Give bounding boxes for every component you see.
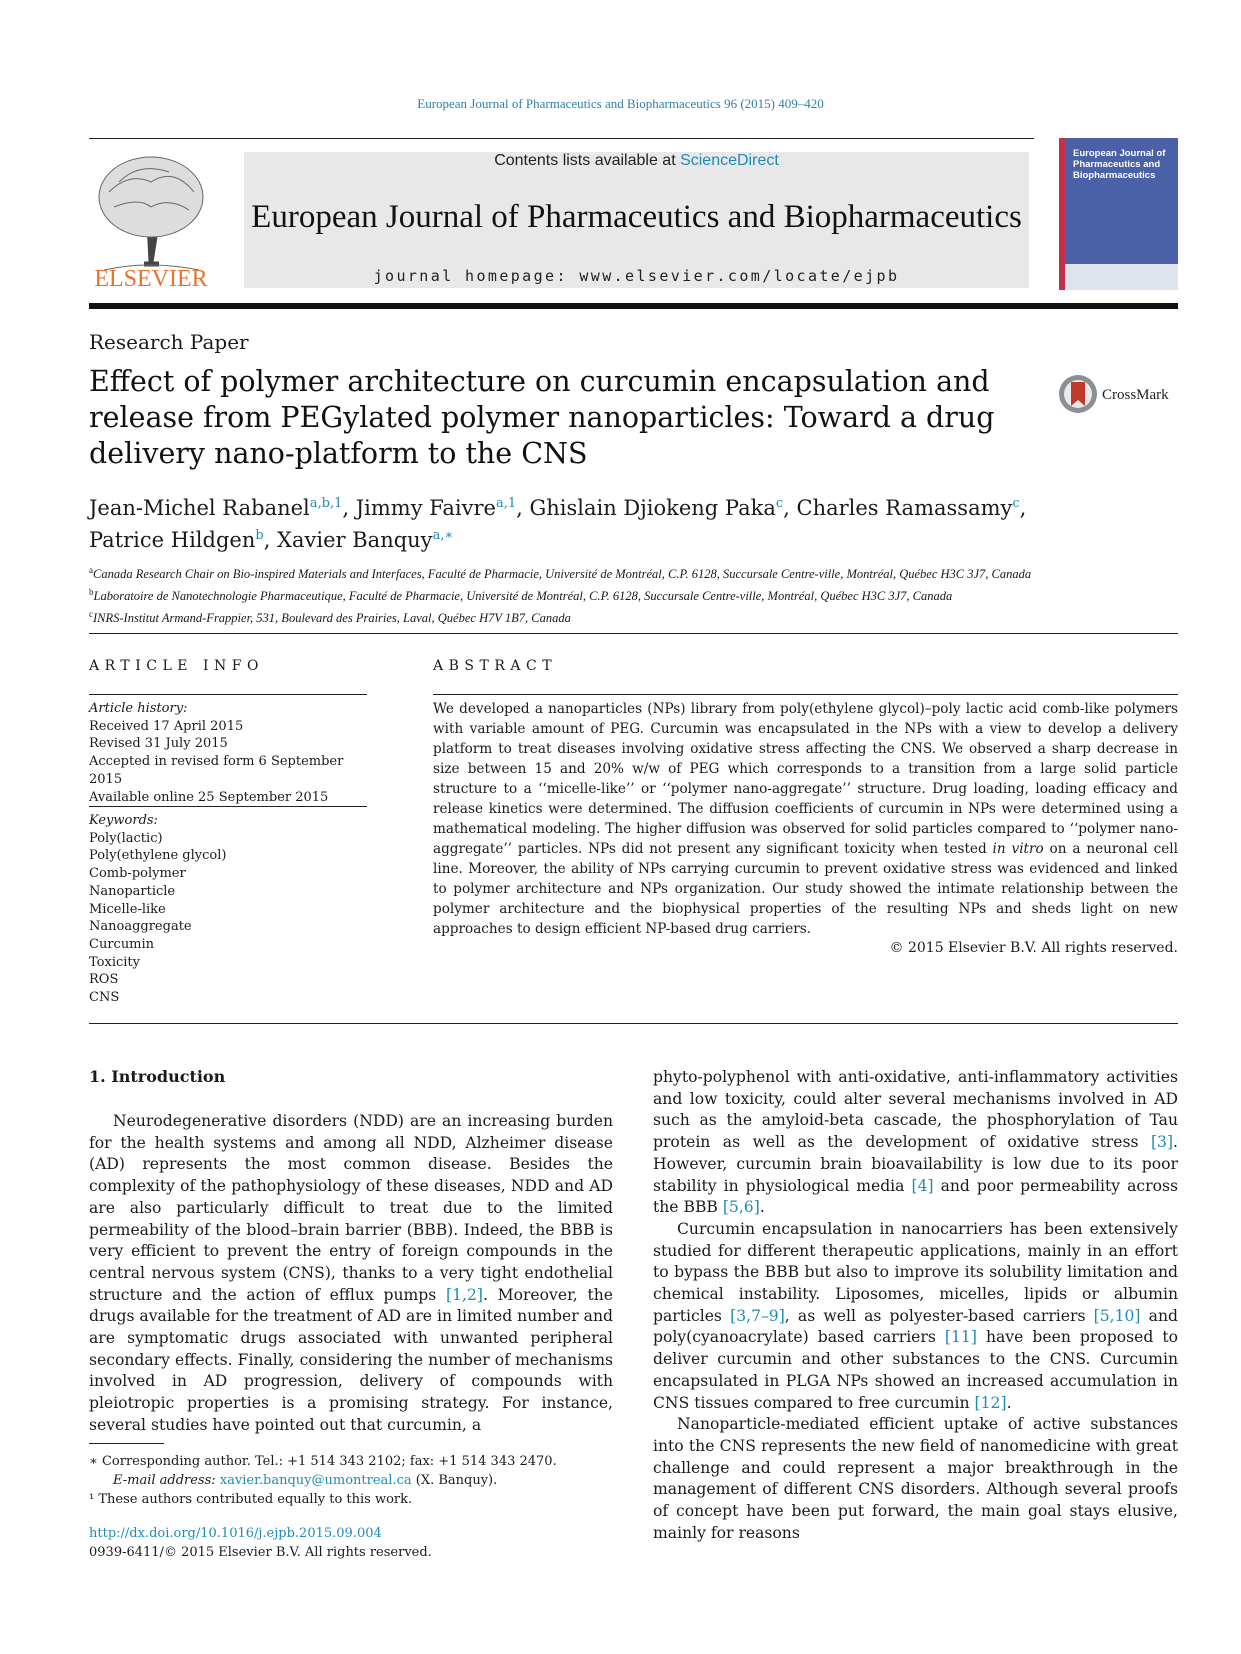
abstract-heading: ABSTRACT — [433, 658, 558, 674]
contents-line: Contents lists available at ScienceDirect — [494, 152, 779, 169]
doi-block — [89, 1524, 432, 1562]
abstract-copyright: © 2015 Elsevier B.V. All rights reserved. — [889, 940, 1178, 956]
info-rule — [89, 806, 367, 807]
keyword: CNS — [89, 990, 120, 1006]
article-history: Article history: Received 17 April 2015 Revised 31 July 2015 Accepted in revised form 6 September 2015 Available online 25 September 2015 — [89, 701, 344, 805]
sciencedirect-link[interactable]: ScienceDirect — [680, 152, 779, 169]
journal-title: European Journal of Pharmaceutics and Biopharmaceutics — [251, 199, 1022, 235]
journal-cover-thumbnail[interactable] — [1059, 138, 1178, 290]
article-info-heading: ARTICLE INFO — [89, 658, 264, 674]
abstract-bottom-rule — [89, 1023, 1178, 1024]
journal-masthead — [244, 152, 1029, 288]
author-list: Jean-Michel Rabanel$^{a,b,1}$, Jimmy Faivre$^{a,1}$, Ghislain Djiokeng Paka$^c$, Charles Ramassamy$^c$, Patrice Hildgen$^b$, Xavier Banquy$^{a,∗}$ — [89, 496, 1027, 552]
article-type: Research Paper — [89, 330, 249, 354]
author[interactable]: Ghislain Djiokeng Paka$^c$ — [529, 496, 784, 520]
affiliation-a: $^a$Canada Research Chair on Bio-inspired Materials and Interfaces, Faculté de Pharmacie, Université de Montréal, C.P. 6128, Succursale Centre-ville, Montréal, Québec H3C 3J7, Canada — [89, 565, 1032, 582]
affiliation-c: $^c$INRS-Institut Armand-Frappier, 531, Boulevard des Prairies, Laval, Québec H7V 1B7, Canada — [89, 609, 571, 626]
author[interactable]: Charles Ramassamy$^c$ — [796, 496, 1020, 520]
equal-contribution-note: ¹ These authors contributed equally to this work. — [89, 1492, 413, 1507]
author[interactable]: Xavier Banquy$^{a,∗}$ — [277, 528, 454, 552]
affiliation-b: $^b$Laboratoire de Nanotechnologie Pharmaceutique, Faculté de Pharmacie, Université de Montréal, C.P. 6128, Succursale Centre-ville, Montréal, Québec H3C 3J7, Canada — [89, 587, 953, 604]
keyword: Toxicity — [89, 954, 140, 970]
doi-link[interactable]: http://dx.doi.org/10.1016/j.ejpb.2015.09.004 — [89, 1526, 382, 1541]
keyword: Poly(lactic) — [89, 830, 163, 846]
journal-citation[interactable]: European Journal of Pharmaceutics and Biopharmaceutics 96 (2015) 409–420 — [417, 96, 824, 111]
keyword: Micelle-like — [89, 901, 166, 917]
cover-footer — [1065, 264, 1178, 290]
intro-left-column: Neurodegenerative disorders (NDD) are an increasing burden for the health systems and among all NDD, Alzheimer disease (AD) represents the most common disease. Besides the complexity of the pathophysiology of these diseases, NDD and AD are also particularly difficult to treat due to the limited permeability of the blood–brain barrier (BBB). Indeed, the BBB is very efficient to prevent the entry of foreign compounds in the central nervous system (CNS), thanks to a very tight endothelial structure and the action of efflux pumps [1,2]. Moreover, the drugs available for the treatment of AD are in limited number and are symptomatic drugs associated with unwanted peripheral secondary effects. Finally, considering the number of mechanisms involved in AD progression, delivery of compounds with pleiotropic properties is a promising strategy. For instance, several studies have pointed out that curcumin, a — [89, 1112, 613, 1434]
abstract-text: We developed a nanoparticles (NPs) library from poly(ethylene glycol)–poly lactic acid comb-like polymers with variable amount of PEG. Curcumin was encapsulated in the NPs with a view to develop a delivery platform to treat diseases involving oxidative stress affecting the CNS. We observed a sharp decrease in size between 15 and 20% w/w of PEG which corresponds to a transition from a large solid particle structure to a ‘‘micelle-like’’ or ‘‘polymer nano-aggregate’’ structure. Drug loading, loading efficacy and release kinetics were determined. The diffusion coefficients of curcumin in NPs were determined using a mathematical modeling. The higher diffusion was observed for solid particles compared to ‘‘polymer nano-aggregate’’ particles. NPs did not present any significant toxicity when tested in vitro on a neuronal cell line. Moreover, the ability of NPs carrying curcumin to prevent oxidative stress was evidenced and linked to polymer architecture and NPs organization. Our study showed the intimate relationship between the polymer architecture and the biophysical properties of the resulting NPs and sheds light on new approaches to design efficient NP-based drug carriers. — [433, 701, 1178, 937]
reference-link[interactable]: [5,10] — [1093, 1306, 1141, 1325]
reference-link[interactable]: [3,7–9] — [730, 1306, 785, 1325]
abstract-rule — [433, 694, 1178, 695]
info-top-rule — [89, 633, 1178, 634]
reference-link[interactable]: [12] — [974, 1393, 1007, 1412]
keyword: Curcumin — [89, 936, 155, 952]
author[interactable]: Jean-Michel Rabanel$^{a,b,1}$ — [89, 496, 343, 520]
reference-link[interactable]: [11] — [944, 1328, 977, 1347]
keyword: Nanoparticle — [89, 883, 176, 899]
cover-title: European Journal of Pharmaceutics and Biopharmaceutics — [1073, 148, 1166, 181]
author[interactable]: Patrice Hildgen$^b$ — [89, 528, 264, 552]
affiliations — [89, 561, 1199, 627]
keyword: Nanoaggregate — [89, 919, 192, 935]
keyword: Comb-polymer — [89, 866, 186, 882]
section-heading: 1. Introduction — [89, 1067, 226, 1086]
corresponding-author-note: ∗ Corresponding author. Tel.: +1 514 343 2102; fax: +1 514 343 2470. — [89, 1454, 557, 1469]
journal-homepage[interactable]: journal homepage: www.elsevier.com/locate/ejpb — [373, 267, 900, 285]
masthead-thick-rule — [89, 303, 1178, 309]
elsevier-wordmark: ELSEVIER — [94, 266, 208, 290]
footnote-rule — [89, 1443, 164, 1444]
crossmark-badge[interactable] — [1058, 372, 1188, 416]
author[interactable]: Jimmy Faivre$^{a,1}$ — [355, 496, 517, 520]
header-rule — [89, 138, 1034, 139]
crossmark-label: CrossMark — [1102, 387, 1169, 403]
reference-link[interactable]: [3] — [1150, 1133, 1174, 1152]
article-title: Effect of polymer architecture on curcumin encapsulation and release from PEGylated polymer nanoparticles: Toward a drug delivery nano-platform to the CNS — [89, 365, 995, 470]
reference-link[interactable]: [4] — [911, 1176, 934, 1195]
email-note: E-mail address: xavier.banquy@umontreal.ca (X. Banquy). — [113, 1473, 498, 1488]
email-link[interactable]: xavier.banquy@umontreal.ca — [219, 1473, 412, 1488]
keyword: ROS — [89, 972, 119, 988]
keyword: Poly(ethylene glycol) — [89, 848, 227, 864]
elsevier-logo[interactable] — [89, 152, 214, 290]
reference-link[interactable]: [1,2] — [445, 1285, 483, 1304]
keywords-list: Keywords: Poly(lactic) Poly(ethylene glycol) Comb-polymer Nanoparticle Micelle-like Nanoaggregate Curcumin Toxicity ROS CNS — [89, 812, 369, 1007]
issn-line: 0939-6411/© 2015 Elsevier B.V. All rights reserved. — [89, 1545, 432, 1560]
reference-link[interactable]: [5,6] — [722, 1198, 760, 1217]
intro-right-column: phyto-polyphenol with anti-oxidative, anti-inflammatory activities and low toxicity, could alter several mechanisms involved in AD such as the amyloid-beta cascade, the phosphorylation of Tau protein as well as the development of oxidative stress [3]. However, curcumin brain bioavailability is low due to its poor stability in physiological media [4] and poor permeability across the BBB [5,6]. Curcumin encapsulation in nanocarriers has been extensively studied for different therapeutic applications, mainly in an effort to bypass the BBB but also to improve its solubility limitation and chemical instability. Liposomes, micelles, lipids or albumin particles [3,7–9], as well as polyester-based carriers [5,10] and poly(cyanoacrylate) based carriers [11] have been proposed to deliver curcumin and other substances to the CNS. Curcumin encapsulated in PLGA NPs showed an increased accumulation in CNS tissues compared to free curcumin [12]. Nanoparticle-mediated efficient uptake of active substances into the CNS represents the new field of nanomedicine with great challenge and could represent a major breakthrough in the management of different CNS disorders. Although several proofs of concept have been put forward, the main goal stays elusive, mainly for reasons — [653, 1068, 1179, 1542]
info-rule — [89, 694, 367, 695]
footnotes — [89, 1452, 649, 1509]
